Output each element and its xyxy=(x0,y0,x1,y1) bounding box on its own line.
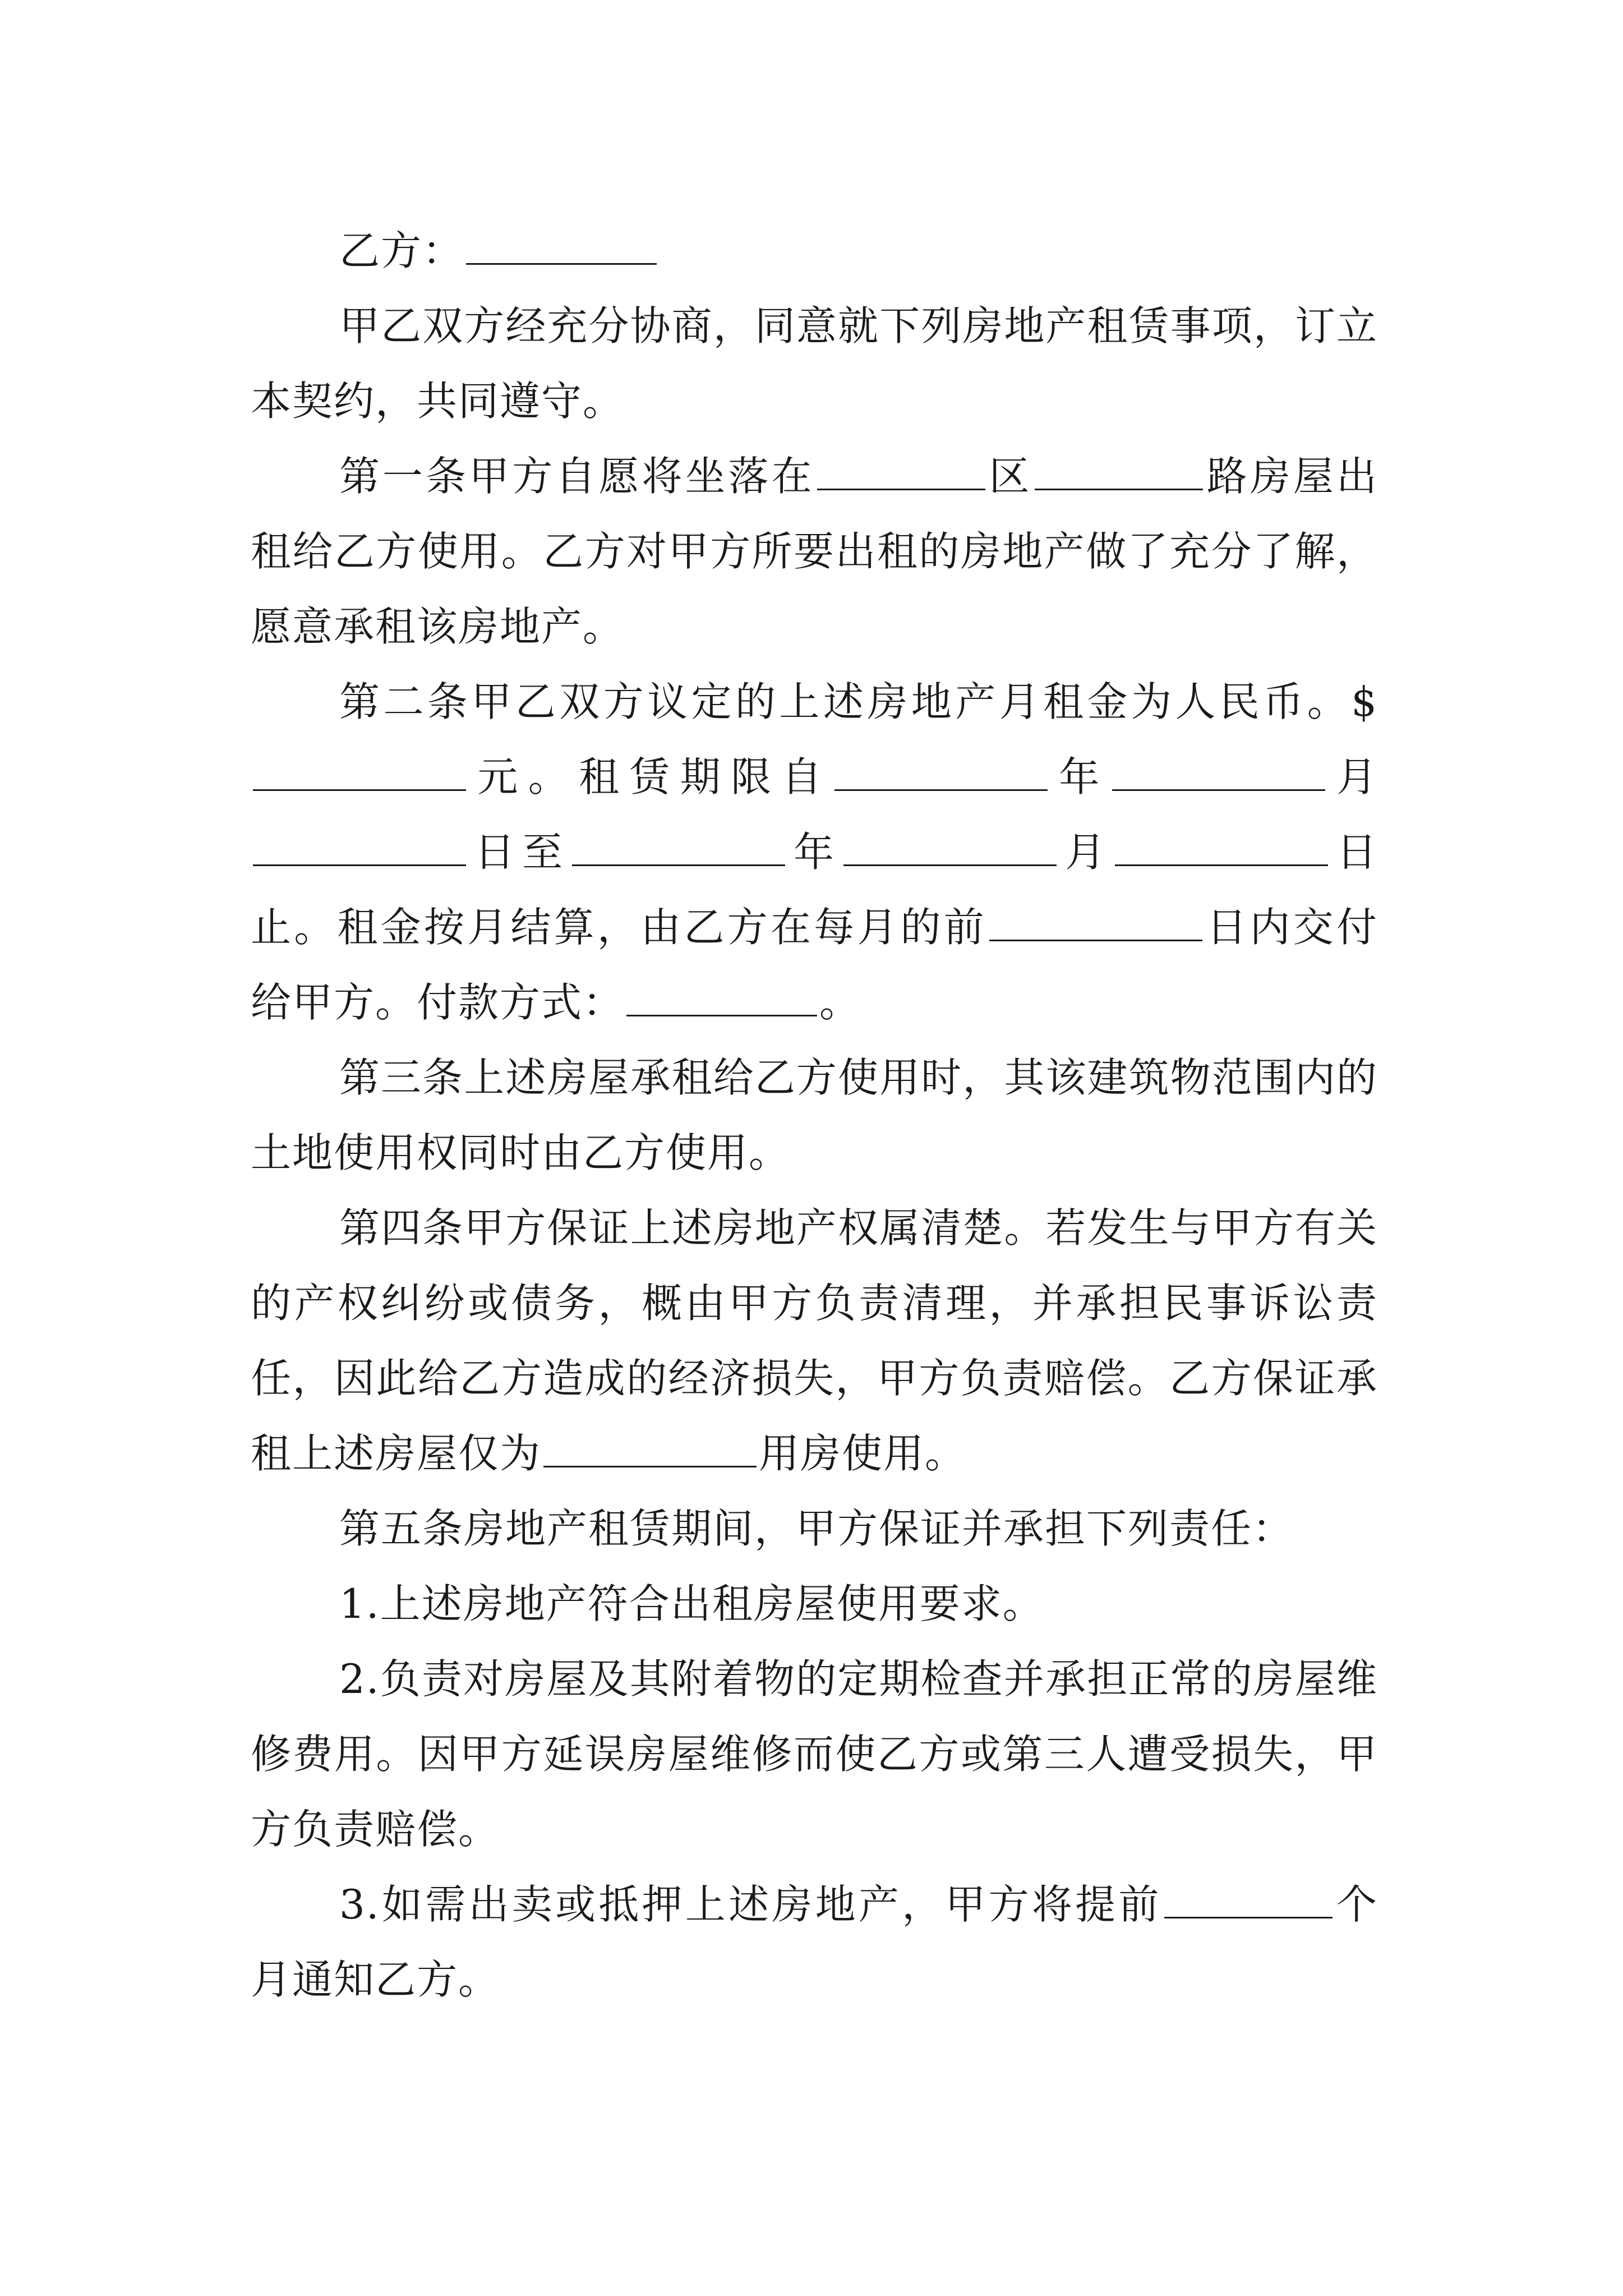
party-b-blank[interactable] xyxy=(466,228,657,265)
rent-amount-blank[interactable] xyxy=(253,754,466,791)
end-month-blank[interactable] xyxy=(843,830,1057,866)
payment-method-blank[interactable] xyxy=(626,980,817,1016)
end-year-blank[interactable] xyxy=(572,830,785,866)
intro-paragraph: 甲乙双方经充分协商，同意就下列房地产租赁事项，订立本契约，共同遵守。 xyxy=(251,302,1378,425)
usage-blank[interactable] xyxy=(543,1431,757,1467)
article-1: 第一条甲方自愿将坐落在 区 路房屋出租给乙方使用。乙方对甲方所要出租的房地产做了充分了解，愿意承租该房地产。 xyxy=(251,453,1378,650)
article-2: 第二条甲乙双方议定的上述房地产月租金为人民币。$元。租赁期限自 年 月日至 年 月 日止。租金按月结算，由乙方在每月的前 日内交付给甲方。付款方式： 。 xyxy=(251,678,1378,1026)
start-month-blank[interactable] xyxy=(1112,754,1325,791)
district-blank[interactable] xyxy=(817,454,985,490)
start-year-blank[interactable] xyxy=(834,754,1048,791)
payment-day-blank[interactable] xyxy=(989,905,1202,941)
party-b-line: 乙方： xyxy=(251,213,1378,288)
article-5-item-1: 1.上述房地产符合出租房屋使用要求。 xyxy=(339,1580,1044,1627)
article-5: 第五条房地产租赁期间，甲方保证并承担下列责任： xyxy=(339,1505,1294,1552)
start-day-blank[interactable] xyxy=(253,830,466,866)
end-day-blank[interactable] xyxy=(1115,830,1328,866)
article-5-item-3: 3.如需出卖或抵押上述房地产，甲方将提前 个月通知乙方。 xyxy=(251,1881,1378,2003)
notice-months-blank[interactable] xyxy=(1164,1882,1332,1918)
article-3: 第三条上述房屋承租给乙方使用时，其该建筑物范围内的土地使用权同时由乙方使用。 xyxy=(251,1054,1378,1176)
article-4: 第四条甲方保证上述房地产权属清楚。若发生与甲方有关的产权纠纷或债务，概由甲方负责清理，并承担民事诉讼责任，因此给乙方造成的经济损失，甲方负责赔偿。乙方保证承租上述房屋仅为 用房使用。 xyxy=(251,1204,1378,1477)
road-blank[interactable] xyxy=(1035,454,1203,490)
contract-body xyxy=(251,213,1378,2017)
article-5-item-2: 2.负责对房屋及其附着物的定期检查并承担正常的房屋维修费用。因甲方延误房屋维修而使乙方或第三人遭受损失，甲方负责赔偿。 xyxy=(251,1655,1378,1853)
